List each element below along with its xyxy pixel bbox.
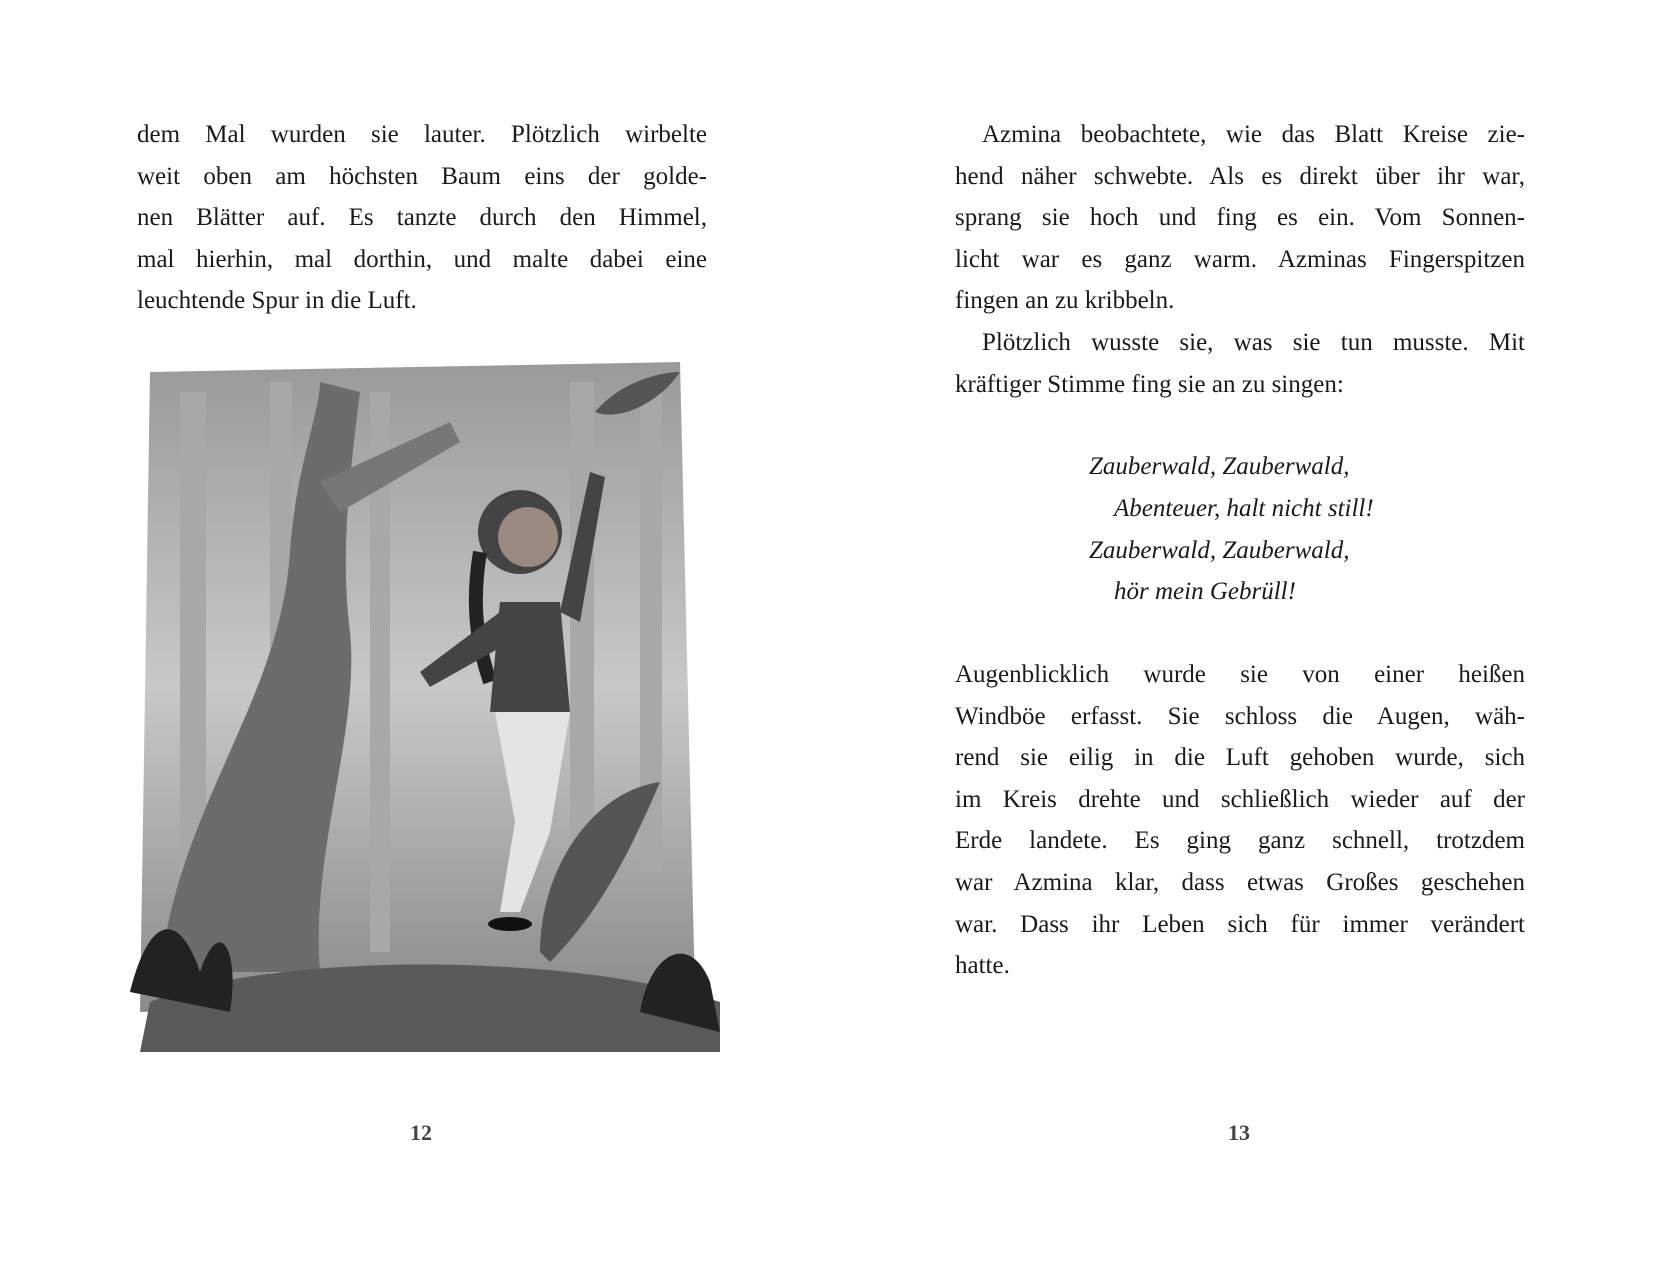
- text-line: nen Blätter auf. Es tanzte durch den Himmel,: [137, 204, 707, 232]
- text-line: hend näher schwebte. Als es direkt über ihr war,: [955, 162, 1525, 190]
- text-line: rend sie eilig in die Luft gehoben wurde, sich: [955, 744, 1525, 772]
- poem: [1089, 446, 1374, 613]
- text-line: war. Dass ihr Leben sich für immer verändert: [955, 910, 1525, 938]
- text-line: Augenblicklich wurde sie von einer heißen: [955, 661, 1525, 688]
- forest-girl-illustration: [120, 352, 734, 1074]
- text-line: Erde landete. Es ging ganz schnell, trotzdem: [955, 827, 1525, 855]
- text-line: sprang sie hoch und fing es ein. Vom Sonnen-: [955, 204, 1525, 232]
- text-line: fingen an zu kribbeln.: [955, 287, 1175, 315]
- text-line: Windböe erfasst. Sie schloss die Augen, wäh-: [955, 702, 1525, 730]
- text-line: dem Mal wurden sie lauter. Plötzlich wirbelte: [137, 121, 707, 148]
- poem-line: Zauberwald, Zauberwald,: [1089, 453, 1350, 480]
- poem-line: Abenteuer, halt nicht still!: [1114, 494, 1374, 522]
- text-line: kräftiger Stimme fing sie an zu singen:: [955, 370, 1344, 398]
- text-line: mal hierhin, mal dorthin, und malte dabei eine: [137, 245, 707, 273]
- text-line: weit oben am höchsten Baum eins der golde-: [137, 162, 707, 190]
- right-page-paragraph: [955, 654, 1525, 987]
- page-number: 12: [410, 1120, 432, 1145]
- page-number: 13: [1228, 1120, 1250, 1145]
- text-line: Azmina beobachtete, wie das Blatt Kreise zie-: [982, 121, 1525, 148]
- right-page-text: [955, 114, 1525, 405]
- text-line: licht war es ganz warm. Azminas Fingerspitzen: [955, 245, 1525, 273]
- text-line: im Kreis drehte und schließlich wieder auf der: [955, 785, 1525, 813]
- text-line: leuchtende Spur in die Luft.: [137, 287, 417, 315]
- text-line: war Azmina klar, dass etwas Großes geschehen: [955, 868, 1525, 896]
- poem-line: Zauberwald, Zauberwald,: [1089, 536, 1350, 564]
- left-page-text: [137, 114, 707, 322]
- text-line: hatte.: [955, 952, 1010, 980]
- text-line: Plötzlich wusste sie, was sie tun musste. Mit: [982, 328, 1525, 356]
- poem-line: hör mein Gebrüll!: [1114, 578, 1296, 606]
